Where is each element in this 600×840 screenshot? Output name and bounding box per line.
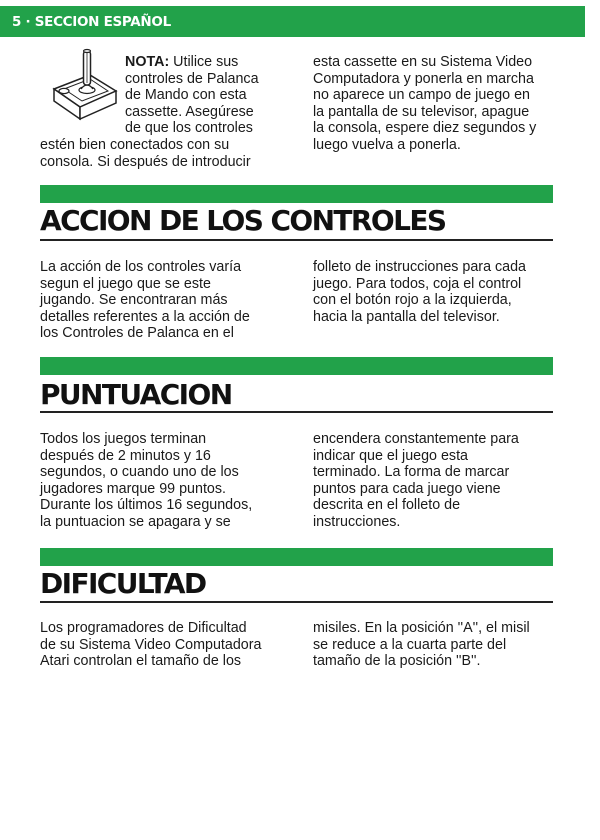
paragraph-line: con el botón rojo a la izquierda, [313, 292, 512, 309]
paragraph-line: de su Sistema Video Computadora [40, 636, 262, 653]
dificultad-right-column [313, 620, 563, 670]
note-line: de Mando con esta [125, 87, 247, 104]
section-rule [40, 411, 553, 413]
controles-left-column [40, 259, 290, 342]
paragraph-line: folleto de instrucciones para cada [313, 259, 526, 275]
paragraph-line: Atari controlan el tamaño de los [40, 653, 242, 670]
paragraph-line: La acción de los controles varía [40, 259, 242, 275]
paragraph-line: juego. Para todos, coja el control [313, 275, 522, 292]
puntuacion-left-column [40, 431, 290, 531]
paragraph-line: jugadores marque 99 puntos. [40, 480, 226, 497]
paragraph-line: segundos, o cuando uno de los [40, 464, 239, 481]
paragraph-line: Durante los últimos 16 segundos, [40, 497, 253, 514]
paragraph-line: Los programadores de Dificultad [40, 620, 247, 636]
section-rule [40, 601, 553, 603]
note-first-line-text: Utilice sus [169, 54, 239, 70]
note-line: luego vuelva a ponerla. [313, 136, 461, 153]
paragraph-line: misiles. En la posición ''A'', el misil [313, 620, 530, 636]
note-line: la consola, espere diez segundos y [313, 120, 537, 137]
section-title-puntuacion: PUNTUACION [40, 378, 232, 411]
paragraph-line: descrita en el folleto de [313, 497, 461, 514]
note-paragraph [40, 54, 290, 170]
paragraph-line: hacia la pantalla del televisor. [313, 308, 500, 325]
paragraph-line: indicar que el juego esta [313, 447, 468, 464]
paragraph-line: los Controles de Palanca en el [40, 325, 234, 342]
note-line: esta cassette en su Sistema Video [313, 54, 533, 70]
dificultad-left-column [40, 620, 290, 670]
section-rule [40, 239, 553, 241]
paragraph-line: jugando. Se encontraran más [40, 292, 228, 309]
section-band [40, 357, 553, 375]
paragraph-line: después de 2 minutos y 16 [40, 447, 211, 464]
paragraph-line: puntos para cada juego viene [313, 480, 501, 497]
paragraph-line: la puntuacion se apagara y se [40, 513, 231, 530]
section-header-label: 5 · SECCION ESPAÑOL [12, 14, 171, 30]
paragraph-line: se reduce a la cuarta parte del [313, 636, 507, 653]
section-title-controles: ACCION DE LOS CONTROLES [40, 204, 446, 237]
note-line: cassette. Asegúrese [125, 103, 254, 120]
note-line: Computadora y ponerla en marcha [313, 70, 534, 87]
paragraph-line: tamaño de la posición ''B''. [313, 653, 481, 670]
header-bar [0, 6, 585, 37]
controles-right-column [313, 259, 563, 325]
note-label: NOTA: [125, 54, 170, 70]
paragraph-line: instrucciones. [313, 513, 401, 530]
note-line: la pantalla de su televisor, apague [313, 103, 530, 120]
note-line: estén bien conectados con su [40, 136, 230, 153]
note-line: de que los controles [125, 120, 253, 137]
section-title-dificultad: DIFICULTAD [40, 567, 206, 600]
puntuacion-right-column [313, 431, 563, 531]
note-line: controles de Palanca [125, 70, 259, 87]
section-band [40, 548, 553, 566]
note-line: consola. Si después de introducir [40, 153, 251, 170]
note-first-line [40, 54, 290, 71]
section-band [40, 185, 553, 203]
paragraph-line: terminado. La forma de marcar [313, 464, 510, 481]
paragraph-line: segun el juego que se este [40, 275, 211, 292]
note-right-column [313, 54, 563, 154]
paragraph-line: Todos los juegos terminan [40, 431, 207, 447]
note-line: no aparece un campo de juego en [313, 87, 531, 104]
paragraph-line: detalles referentes a la acción de [40, 308, 250, 325]
paragraph-line: encendera constantemente para [313, 431, 519, 447]
